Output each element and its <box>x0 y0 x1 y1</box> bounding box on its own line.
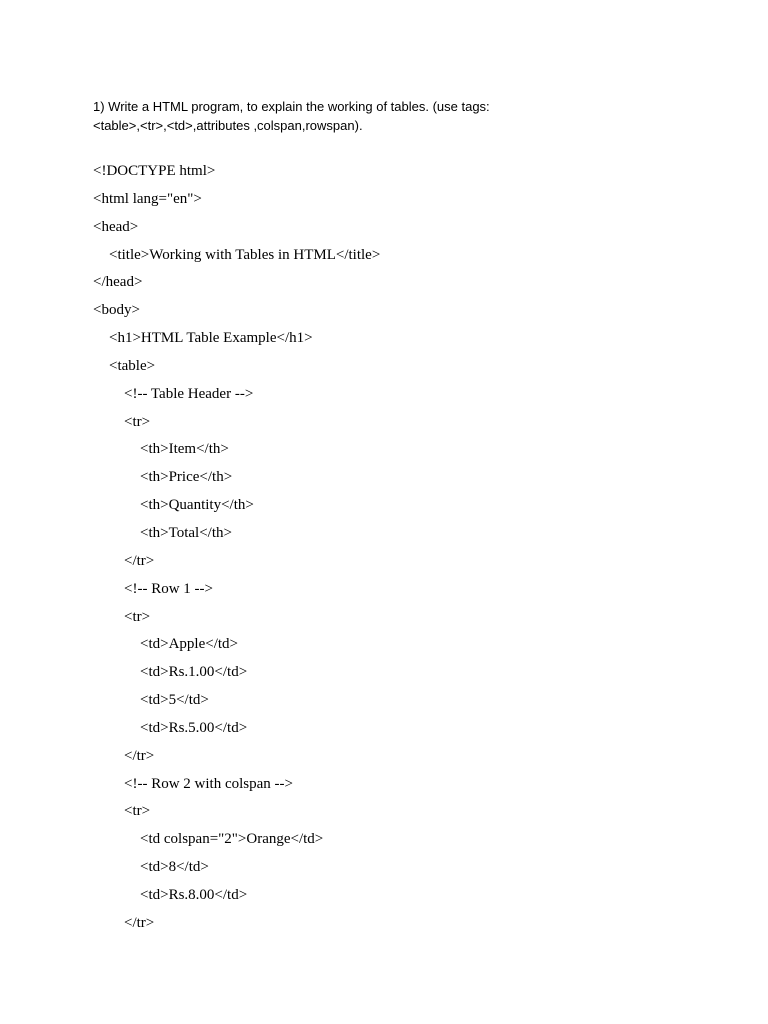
code-line: <!DOCTYPE html> <box>93 163 216 179</box>
code-line: <td>Rs.5.00</td> <box>140 719 248 736</box>
code-line: <td>Rs.8.00</td> <box>140 886 248 903</box>
code-line: </tr> <box>124 552 155 569</box>
code-line: <tr> <box>124 413 151 430</box>
code-line: <th>Quantity</th> <box>140 497 254 514</box>
code-line: </tr> <box>124 747 155 764</box>
code-line: <!-- Row 2 with colspan --> <box>124 775 293 792</box>
code-line: <td>Rs.1.00</td> <box>140 664 248 681</box>
code-line: <!-- Row 1 --> <box>124 580 213 597</box>
code-line: </tr> <box>124 914 155 931</box>
code-line: <table> <box>109 357 156 374</box>
code-line: <tr> <box>124 608 151 625</box>
code-line: <td>Apple</td> <box>140 636 238 653</box>
code-line: </head> <box>93 274 143 291</box>
code-line: <td>8</td> <box>140 859 209 876</box>
code-listing <box>93 161 380 941</box>
code-line: <th>Item</th> <box>140 441 229 458</box>
code-line: <title>Working with Tables in HTML</title> <box>109 246 381 263</box>
code-line: <td>5</td> <box>140 692 209 709</box>
code-line: <td colspan="2">Orange</td> <box>140 831 324 848</box>
question-line-2: <table>,<tr>,<td>,attributes ,colspan,rowspan). <box>93 118 363 133</box>
code-line: <th>Price</th> <box>140 469 233 486</box>
code-line: <html lang="en"> <box>93 190 202 207</box>
code-line: <!-- Table Header --> <box>124 385 254 402</box>
code-line: <th>Total</th> <box>140 524 232 541</box>
code-line: <h1>HTML Table Example</h1> <box>109 330 313 347</box>
question-text <box>93 97 593 135</box>
code-line: <tr> <box>124 803 151 820</box>
code-line: <head> <box>93 218 139 235</box>
code-line: <body> <box>93 302 140 319</box>
question-line-1: 1) Write a HTML program, to explain the working of tables. (use tags: <box>93 99 490 114</box>
